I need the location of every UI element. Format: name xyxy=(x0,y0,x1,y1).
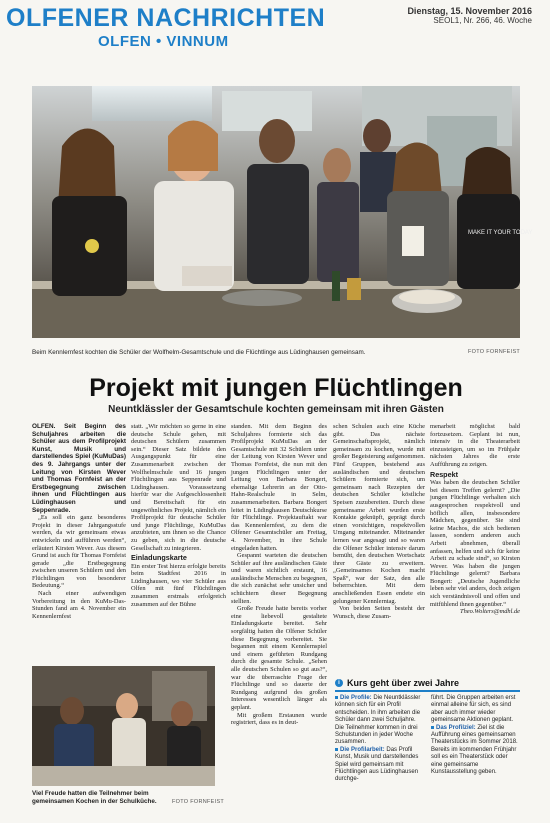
info-item-text: Ziel ist die Aufführung eines gemeinsamen Theaterstücks im Sommer 2018. Bereits im kommenden Frühjahr soll es ein Theaterstück oder eine gemeinsame Kunstausstellung geben. xyxy=(431,724,518,776)
info-box-title-text: Kurs geht über zwei Jahre xyxy=(347,678,460,688)
main-photo-credit: FOTO FORNFEIST xyxy=(468,349,521,355)
article-column-3 xyxy=(231,423,327,799)
article-paragraph: menarbeit möglichst bald fortzusetzen. Geplant ist nun, intensiv in die Theaterarbeit einzusteigen, um so im Frühjahr nächsten Jahres die erste Aufführung zu zeigen. xyxy=(430,423,520,468)
info-box-column-right xyxy=(431,695,520,784)
small-photo-credit: FOTO FORNFEIST xyxy=(172,799,225,805)
masthead xyxy=(6,4,351,60)
info-box-columns xyxy=(335,695,520,784)
article-paragraph: Gespannt warteten die deutschen Schüler auf ihre ausländischen Gäste und waren sichtlich erstaunt, 16 ausländische Menschen zu begegnen, die sich zunächst sehr unsicher und schüchtern dieser Begegnung stellten. xyxy=(231,552,327,605)
article-paragraph: „Es soll ein ganz besonderes Projekt in dieser Jahrgangsstufe werden, da wir gemeinsam etwas entwickeln und aufführen werden“, erläutert Kirsten Wever. Aus diesem Grund ist auch für Thomas Fornfeist gerade „die Erstbegegnung zwischen unseren Schülern und den Flüchtlingen von besonderer Bedeutung.“ xyxy=(32,514,126,590)
article-column-1 xyxy=(32,423,126,663)
article-column-5 xyxy=(430,423,520,673)
article-paragraph: Mit großem Erstaunen wurde registriert, dass es in deut- xyxy=(231,711,327,727)
article-paragraph: Nach einer aufwendigen Vorbereitung in den KuMu-Das-Stunden fand am 4. November ein Kennenlernfest xyxy=(32,590,126,620)
info-box-title xyxy=(335,678,520,688)
info-item xyxy=(431,725,520,777)
article-paragraph: schen Schulen auch eine Küche gibt. Das nächste Gemeinschaftsprojekt, nämlich gemeinsam zu kochen, wurde mit großer Begeisterung aufgenommen. Fünf Gruppen, bestehend aus ausländischen und deutschen Schülern formierte sich, um gemeinsam nach Rezepten der deutschen Schüler köstliche Speisen zuzubereiten. Durch diese gemeinsame Arbeit wurden erste Kontakte geknüpft, geprägt durch einen vorsichtigen, respektvollen Umgang miteinander. Miteinander lernen war angesagt und so waren die Olfener Schüler intensiv darum bemüht, den deutschen Wortschatz ihrer Gäste zu erweitern. „Gemeinsames Kochen macht Spaß“, war der Satz, den alle beherrschten. Mit dem anschließenden Essen endete ein gelungener Kennlerntag. xyxy=(333,423,425,605)
issue-date: Dienstag, 15. November 2016 xyxy=(407,6,532,16)
main-photo-caption: Beim Kennlernfest kochten die Schüler der Wolfhelm-Gesamtschule und die Flüchtlinge aus Lüdinghausen gemeinsam. xyxy=(32,349,366,356)
bullet-icon xyxy=(431,726,434,729)
info-item xyxy=(335,747,425,784)
article-subheadline: Neuntklässler der Gesamtschule kochten gemeinsam mit ihren Gästen xyxy=(108,404,444,415)
small-photo-caption: Viel Freude hatten die Teilnehmer beim gemeinsamen Kochen in der Schulküche. xyxy=(32,790,157,805)
info-item-text: führt. Die Gruppen arbeiten erst einmal alleine für sich, es sind aber auch immer wieder gemeinsame Aktionen geplant. xyxy=(431,695,516,724)
article-paragraph: standen. Mit dem Beginn des Schuljahres formierte sich das Profilprojekt KuMuDas an der Gesamtschule mit 32 Schülern unter der Leitung von Kirsten Wever und Thomas Fornfeist, die nun mit den jungen Flüchtlingen unter der Leitung von Barbara Bongert, ehemalige Lehrerin an der Otto-Hahn-Realschule in Selm, zusammenarbeiten. Barbara Bongert leitet in Lüdinghausen Deutschkurse für Flüchtlinge. Projektauftakt war das Kennenlernfest, zu dem die Olfener Gesamtschüler am Freitag, 4. November, in ihre Schule eingeladen hatten. xyxy=(231,423,327,552)
article-paragraph: Was haben die deutschen Schüler bei diesem Treffen gelernt? „Die jungen Flüchtlinge verhalten sich ausgesprochen respektvoll und höflich allen, insbesondere Mädchen, gegenüber. Sie sind keine Machos, die sich bedienen lassen, sondern anderen auch Arbeit abnehmen, überall anfassen, helfen und sich für keine Arbeit zu schade sind“, so Kirsten Wever. Was haben die jungen Flüchtlinge gelernt? Barbara Bongert: „Deutsche Jugendliche leben sehr viel anders, doch zeigen sich verständnisvoll und offen und mitfühlend ihnen gegenüber.“ xyxy=(430,479,520,608)
dateline xyxy=(407,6,532,26)
masthead-subtitle: OLFEN • VINNUM xyxy=(98,33,229,50)
article-paragraph: Große Freude hatte bereits vorher eine liebevoll gestaltete Einladungskarte bereitet. Sehr sorgfältig hatten die Olfener Schüler diese Begegnung vorbereitet. Sie begannen mit einem Kennlernspiel und einem geführten Rundgang durch die gesamte Schule. „Sehen alle deutschen Schulen so gut aus?“, war die überraschte Frage der Flüchtlinge und so dauerte der Rundgang aufgrund des großen Interesses wesentlich länger als geplant. xyxy=(231,605,327,711)
small-photo xyxy=(32,666,215,786)
info-box-rule xyxy=(335,690,520,692)
info-item-label: Das Profilziel: xyxy=(436,724,476,731)
kitchen-photo xyxy=(32,666,215,786)
info-item xyxy=(431,695,520,725)
author-email: Theo.Wolters@mdhl.de xyxy=(460,608,520,616)
info-item-text: Die Neuntklässler können sich für ein Profil entscheiden. In ihm arbeiten die Schüler dann zwei Schuljahre. Die Teilnehmer kommen in drei Schulstunden in jeder Woche zusammen. xyxy=(335,695,421,746)
info-item-label: Die Profilarbeit: xyxy=(340,746,385,753)
article-lead: OLFEN. Seit Beginn des Schuljahres arbeiten die Schüler aus dem Profilprojekt Kunst, Musik und darstellendes Spiel (KuMuDas) des 9. Jahrgangs unter der Leitung von Kirsten Wever und Thomas Fornfeist an der Erstbegegnung zwischen ihnen und Flüchtlingen aus Lüdinghausen und Seppenrade. xyxy=(32,423,126,514)
bullet-icon xyxy=(335,696,338,699)
section-heading-einladungskarte: Einladungskarte xyxy=(131,553,187,563)
main-photo xyxy=(32,86,533,338)
bullet-icon xyxy=(335,748,338,751)
info-box xyxy=(335,678,520,798)
article-headline: Projekt mit jungen Flüchtlingen xyxy=(89,374,463,402)
article-column-2 xyxy=(131,423,226,663)
issue-edition: SEOL1, Nr. 266, 46. Woche xyxy=(433,16,532,25)
article-paragraph: statt. „Wir möchten so gerne in eine deutsche Schule gehen, mit deutschen Schülern zusammen sein.“ Dieser Satz bildete den Ausgangspunkt für eine Zusammenarbeit zwischen der Wolfhelmschule und 16 jungen Flüchtlingen aus Seppenrade und Lüdinghausen. Voraussetzung hierfür war die Aufgeschlossenheit und Bereitschaft für ein ungewöhnliches Projekt, nämlich ein Profilprojekt für deutsche Schüler und junge Flüchtlinge, KuMuDas anzubieten, um ihnen so die Chance zu geben, sich in die deutsche Gesellschaft zu integrieren. xyxy=(131,423,226,552)
info-item-text: Das Profil Kunst, Musik und darstellendes Spiel wird gemeinsam mit Flüchtlingen aus Lüdinghausen durchge- xyxy=(335,746,419,783)
article-column-4 xyxy=(333,423,425,673)
info-icon: i xyxy=(335,679,343,687)
info-item xyxy=(335,695,425,747)
article-paragraph: Ein erster Test hierzu erfolgte bereits beim Stadtfest 2016 in Lüdinghausen, wo vier Schüler aus Olfen mit fünf Flüchtlingen zusammen erstmals erfolgreich zusammen auf der Bühne xyxy=(131,562,226,608)
info-box-column-left xyxy=(335,695,425,784)
cooking-class-photo xyxy=(32,86,533,338)
masthead-title: OLFENER NACHRICHTEN xyxy=(6,4,326,32)
apron-text: MAKE IT YOUR TODAY xyxy=(468,230,533,236)
section-heading-respekt: Respekt xyxy=(430,469,458,479)
article-paragraph: Von beiden Seiten besteht der Wunsch, diese Zusam- xyxy=(333,605,425,620)
info-item-label: Die Profile: xyxy=(340,695,372,701)
